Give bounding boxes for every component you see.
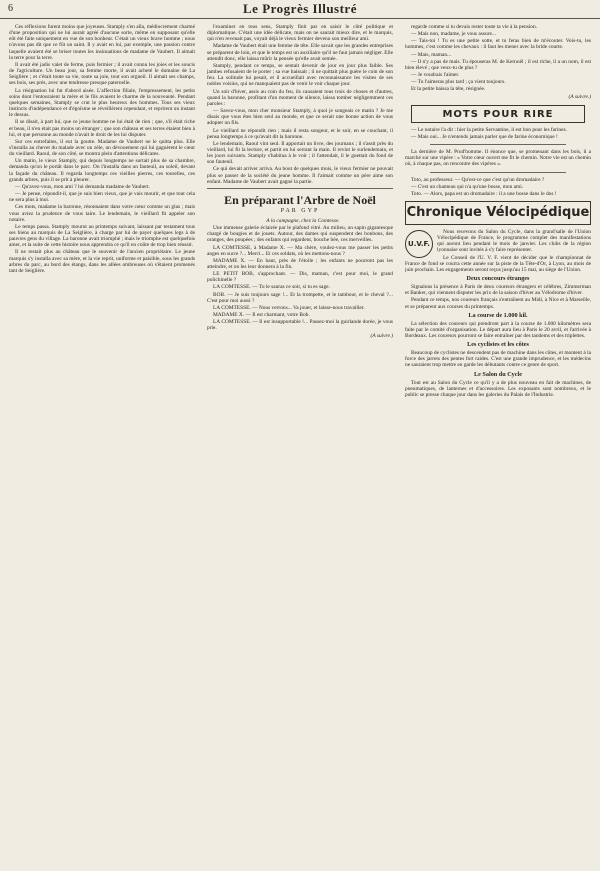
subheading: Les cyclistes et les côtes: [467, 341, 529, 349]
column-1: [9, 24, 195, 865]
joke: Toto, au professeur. — Qu'est-ce que c'est qu'un dromadaire ?: [411, 176, 545, 183]
paragraph: Pendant ce temps, nos coureurs français s'entraînent au Midi, à Nice et à Marseille, et se préparent aux courses du printemps.: [405, 297, 591, 310]
paragraph: Tout est au Salon du Cycle ce qu'il y a de plus nouveau en fait de machines, de pneumatiques, de lanternes et d'accessoires. Les exposants sont nombreux, et le public se presse chaque jour dans les galeries du Palais de l'Industrie.: [405, 379, 591, 398]
paragraph: Une immense galerie éclairée par le plafond vitré. Au milieu, un sapin gigantesque chargé de bougies et de jouets. Autour, des dames qui suspendent des bonbons, des oranges, des poupées ; des enfants qui regardent, bouche bée, ces merveilles.: [207, 225, 393, 244]
paragraph: Et la petite baissa la tête, résignée.: [411, 86, 486, 93]
paragraph: — Il n'y a pas de mais. Tu épouseras M. de Kernoël ; il est riche, il a un nom, il est bien élevé ; que veux-tu de plus ?: [405, 58, 591, 71]
paragraph: Sur ces entrefaites, il eut la goutte. Madame de Vaubert ne le quitta plus. Elle s'installa au chevet du malade avec un zèle, un dévouement qui lui gagnèrent le cœur du vieillard. Raoul, de son côté, se montra plein d'attentions délicates.: [9, 138, 195, 158]
paragraph: Un matin, le vieux Stamply, qui depuis longtemps ne sortait plus de sa chambre, demanda qu'on le portât dans le parc. On l'installa dans un fauteuil, au soleil, devant la façade du château. Il regarda longtemps ces vieilles pierres, ces tourelles, ces grands arbres, puis il se prit à pleurer.: [9, 158, 195, 183]
paragraph: LA COMTESSE. — Nous verrons... Va jouer, et laisse-nous travailler.: [213, 304, 365, 311]
paragraph: Beaucoup de cyclistes ne descendent pas de machine dans les côtes, et montent à la force des jarrets des pentes fort raides. C'est une grande imprudence, et les médecins ne sauraient trop mettre en garde les débutants contre ce genre de sport.: [405, 350, 591, 369]
paragraph: Nous recevons du Salon du Cycle, dans la grand'salle de l'Union Vélocipédique de France, le programme complet des manifestations qui auront lieu pendant le mois de janvier. Les clubs de la région lyonnaise sont invités à s'y faire représenter.: [437, 228, 591, 254]
column-2: [207, 24, 393, 865]
chronique-title: Chronique Vélocipédique: [405, 201, 591, 225]
masthead-title: Le Progrès Illustré: [243, 1, 357, 16]
paragraph: BOB. — Je suis toujours sage !... Et la trompette, et le tambour, et le cheval ?... C'est pour moi aussi ?: [207, 291, 393, 304]
serial-footer: (A suivre.): [370, 332, 393, 339]
paragraph: Ces réflexions furent moins que joyeuses. Stamply s'en alla, médiocrement charmé d'une proposition qui ne lui aurait agréé d'aucune sorte, même en supposant qu'elle eût été faite uniquement en vue de son bonheur. C'était un vieux brave homme ; nous n'avons pas dit que ce fût un saint. Il y avait en lui, par exemple, une passion contre laquelle avaient été se briser toutes les insinuations de madame de Vaubert. Il aimait la terre pour la terre.: [9, 24, 195, 61]
serial-byline: PAR GYP: [280, 207, 320, 214]
paragraph: LA COMTESSE. — Tu le sauras ce soir, si tu es sage.: [213, 284, 330, 291]
joke-divider: [430, 172, 566, 173]
column-3: [405, 24, 591, 865]
paragraph: — Tu l'aimeras plus tard ; ça vient toujours.: [411, 79, 506, 86]
paragraph: regarde comme si tu devais rester toute ta vie à la pension.: [411, 24, 538, 30]
paragraph: Le vieillard ne répondit rien ; mais il resta songeur, et le soir, en se couchant, il pensa longtemps à ce qu'avait dit la baronne.: [207, 127, 393, 140]
paragraph: La résignation lui fut d'abord aisée. L'affection filiale, l'empressement, les petits soins dont l'entouraient la mère et le fils avaient le charme de la nouveauté. Pendant quelques semaines, Stamply se crut le plus heureux des hommes. Tous ses vieux instincts d'indépendance et d'égoïsme se réveillèrent cependant, et reprirent un instant le dessus.: [9, 87, 195, 119]
mots-pour-rire-banner: [411, 105, 585, 123]
subheading: Deux concours étranges: [466, 275, 530, 283]
paragraph: — Savez-vous, mon cher monsieur Stamply, à quoi je songeais ce matin ? Je me disais que vous êtes bien seul au monde, et que ce serait une bonne action de vous adopter un fils.: [207, 108, 393, 127]
paragraph: — Mais non, madame, je vous assure...: [411, 31, 496, 38]
joke: Toto. — Alors, papa est un dromadaire : il a une bosse dans le dos !: [411, 190, 557, 197]
paragraph: Ce qui devait arriver arriva. Au bout de quelques mois, le vieux fermier ne pouvait plus se passer de la société du jeune homme. Il l'aimait comme un père aime son enfant. Madame de Vaubert avait gagné la partie.: [207, 166, 393, 185]
uvf-logo: U.V.F.: [405, 230, 433, 258]
paragraph: Le lendemain, Raoul vint seul. Il apportait un livre, des journaux ; il s'assit près du vieillard, lui fit la lecture, et partit en lui serrant la main. Il revint le surlendemain, et les jours suivants. Stamply s'habitua à le voir ; il l'attendait, il le guettait du fond de son fauteuil.: [207, 140, 393, 166]
joke: — C'est un chameau qui n'a qu'une bosse, mon ami.: [411, 183, 524, 190]
paragraph: Madame de Vaubert était une femme de tête. Elle savait que les grandes entreprises se préparent de loin, et que le temps est un auxiliaire qu'il ne faut jamais négliger. Elle attendit donc, elle laissa mûrir la pensée qu'elle avait semée.: [207, 43, 393, 62]
paragraph: — Qu'avez-vous, mon ami ? lui demanda madame de Vaubert.: [15, 183, 150, 190]
paragraph: l'examiner en tous sens, Stamply finit par en saisir le côté politique et diplomatique. C'était une idée délicate, mais on ne saurait mieux dire, et le marquis, qui n'en revenait pas, voyait déjà le vieux fermier devenu son meilleur ami.: [207, 24, 393, 43]
page-number: 6: [8, 3, 13, 14]
paragraph: Signalons la présence à Paris de deux coureurs étrangers et célèbres, Zimmerman et Banker, qui viennent disputer les prix de la saison d'hiver au Vélodrome d'hiver.: [405, 284, 591, 297]
joke-divider: [430, 144, 566, 145]
page-header: [0, 0, 600, 19]
joke: — Le notaire l'a dit : hier la petite Servantine, il est bon pour les farines.: [411, 126, 567, 133]
joke: La dernière de M. Prud'homme. Il énonce que, se promenant dans les bois, il a marché sur une vipère : « Votre cœur ouvert me fit le chemin. Notre vie est un chemin où, à chaque pas, on rencontre des vipères ».: [405, 149, 591, 168]
serial-title: En préparant l'Arbre de Noël: [224, 192, 376, 207]
paragraph: Un soir d'hiver, assis au coin du feu, ils causaient tous trois de choses et d'autres, quand la baronne, profitant d'un moment de silence, laissa tomber négligemment ces paroles :: [207, 88, 393, 107]
paragraph: — Tais-toi ! Tu es une petite sotte, et tu feras bien de m'écouter. Vois-tu, les hommes, c'est comme les chevaux : il faut les mener avec la bride courte.: [405, 38, 591, 51]
serial-caption: A la campagne, chez la Comtesse.: [266, 217, 340, 224]
paragraph: Il avait été jadis valet de ferme, puis fermier ; il avait connu les joies et les soucis de l'agriculture. Un beau jour, sa femme morte, il avait acheté le domaine de La Seiglière ; et c'était toute sa vie, toute sa joie, tout son orgueil. Il aimait ses champs, ses bois, ses prés, avec une tendresse presque paternelle.: [9, 61, 195, 87]
paragraph: LE PETIT BOB, s'approchant. — Dis, maman, c'est pour moi, le grand polichinelle ?: [207, 271, 393, 284]
paragraph: — Je pense, répondit-il, que je suis bien vieux, que je vais mourir, et que tout cela ne sera plus à moi.: [9, 191, 195, 204]
paragraph: LA COMTESSE. — Il est insupportable !... Passez-moi la guirlande dorée, je vous prie.: [207, 319, 393, 332]
paragraph: Ces mots, madame la baronne, résonnaient dans votre cœur comme un glas ; mais vous aviez la prudence de vous taire. Le lendemain, le vieillard fit appeler son notaire.: [9, 204, 195, 223]
paragraph: — Je voudrais l'aimer.: [411, 72, 460, 79]
section-signature: (A suivre.): [568, 93, 591, 100]
section-divider: [207, 188, 393, 189]
paragraph: LA COMTESSE, à Madame X. — Ma chère, voulez-vous me passer les petits anges en sucre ?... Merci... Et ces soldats, où les mettons-nous ?: [207, 244, 393, 257]
mots-pour-rire-title: MOTS POUR RIRE: [442, 108, 554, 120]
paragraph: Stamply, pendant ce temps, se sentait devenir de jour en jour plus faible. Ses jambes refusaient de le porter ; sa vue baissait ; il ne quittait plus guère le coin de son feu. La solitude lui pesait, et il accueillait avec reconnaissance les visites de ses nobles voisins, qui ne manquaient pas de venir le voir chaque jour.: [207, 62, 393, 88]
paragraph: MADAME X. — En haut, près de l'étoile ; les enfants ne pourront pas les atteindre, et on les leur donnera à la fin.: [207, 257, 393, 270]
paragraph: La sélection des coureurs qui prendront part à la course de 1.000 kilomètres sera faite par le comité d'organisation. Le départ aura lieu à Paris le 20 avril, et l'arrivée à Bordeaux. Les coureurs pourront se faire entraîner par des tandems et des triplettes.: [405, 320, 591, 339]
paragraph: Le Conseil de l'U. V. F. vient de décider que le championnat de France de fond se courra cette année sur la piste de la Tête-d'Or, à Lyon, au mois de juin prochain. Les engagements seront reçus jusqu'au 15 mai, au siège de l'Union.: [405, 254, 591, 273]
paragraph: MADAME X. — Il est charmant, votre Bob.: [213, 312, 310, 319]
paragraph: Le temps passa. Stamply mourut au printemps suivant, laissant par testament tous ses biens au marquis de La Seiglière, à charge par lui de payer quelques legs à de pauvres gens du village. La baronne avait triomphé ; mais le triomphe est quelquefois amer, et la suite de cette histoire nous apprendra ce qu'il en coûte de trop bien réussir.: [9, 223, 195, 249]
subheading: Le Salon du Cycle: [474, 370, 522, 378]
joke: — Mais oui... Je n'entends jamais parler que de farine économique !: [411, 133, 558, 140]
paragraph: Il ne restait plus au château que le souvenir de l'ancien propriétaire. Le jeune marquis s'y installa avec sa mère, et la vie reprit, uniforme et paisible, sous les grands arbres du parc, au bord des étangs, dans les allées ombreuses où s'étaient promenés tant de Seiglière.: [9, 249, 195, 274]
paragraph: — Mais, maman...: [411, 51, 452, 58]
subheading: La course de 1.000 kil.: [468, 311, 528, 319]
paragraph: Il se disait, à part lui, que ce jeune homme ne lui était de rien ; que, s'il était riche et beau, il n'en était pas moins un étranger ; que son château et ses terres étaient bien à lui, et que personne au monde n'avait le droit de les lui disputer.: [9, 119, 195, 138]
